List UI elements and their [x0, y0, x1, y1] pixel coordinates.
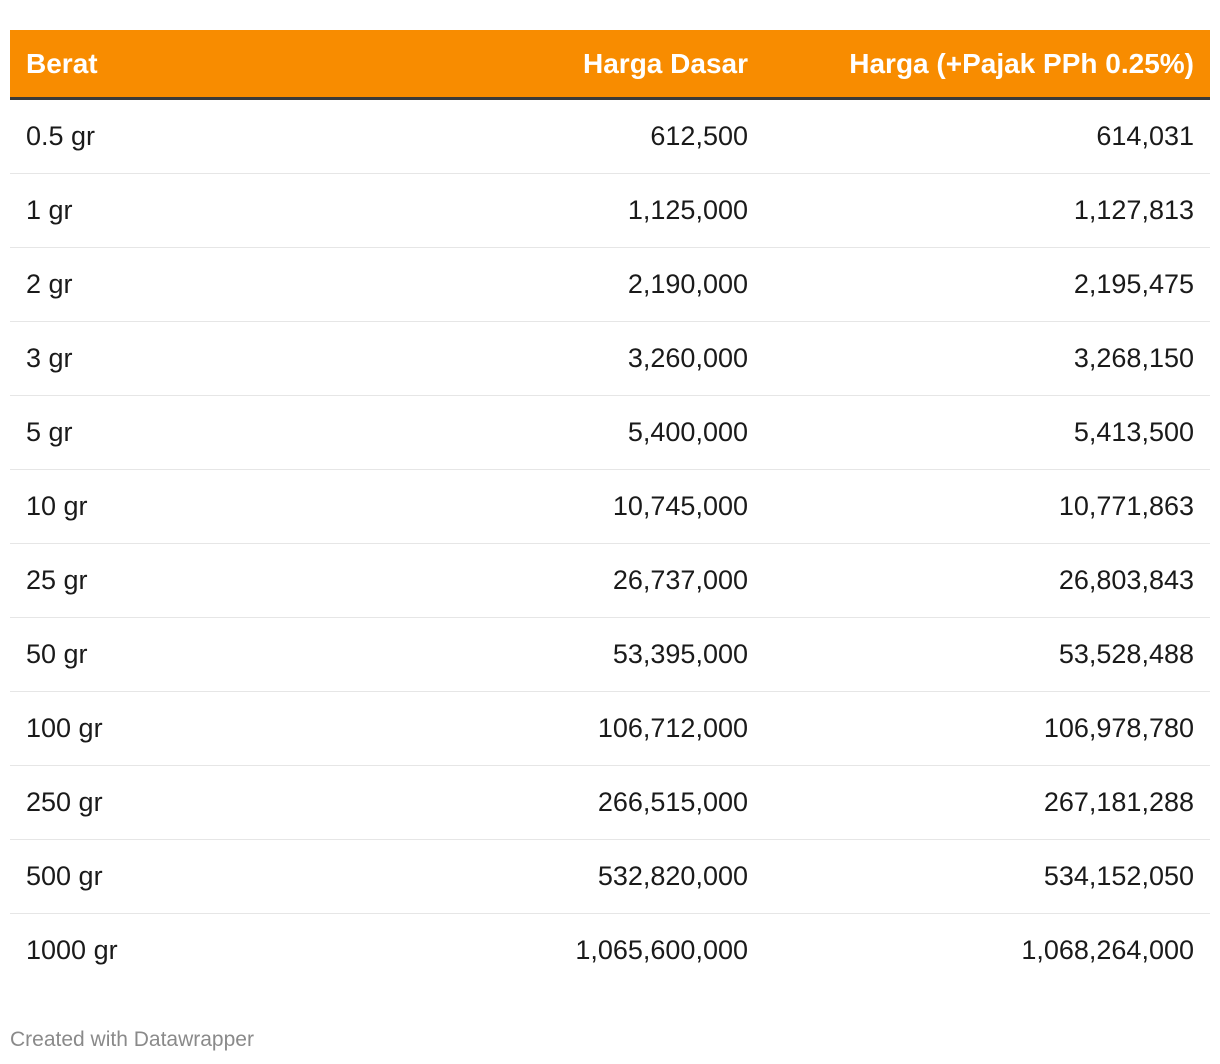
cell-harga-dasar: 26,737,000 [320, 544, 764, 618]
cell-harga-pajak: 26,803,843 [764, 544, 1210, 618]
cell-harga-dasar: 5,400,000 [320, 396, 764, 470]
cell-harga-dasar: 106,712,000 [320, 692, 764, 766]
cell-harga-dasar: 612,500 [320, 99, 764, 174]
table-row [10, 914, 1210, 988]
cell-berat: 1 gr [10, 174, 320, 248]
cell-harga-pajak: 1,068,264,000 [1021, 935, 1194, 965]
cell-berat: 50 gr [10, 618, 320, 692]
cell-harga-pajak: 267,181,288 [764, 766, 1210, 840]
cell-berat: 500 gr [10, 840, 320, 914]
datawrapper-credit[interactable]: Created with Datawrapper [10, 1028, 254, 1051]
cell-harga-pajak: 53,528,488 [764, 618, 1210, 692]
table-row [10, 248, 1210, 322]
cell-berat: 3 gr [10, 322, 320, 396]
table-row [10, 766, 1210, 840]
column-header-harga-dasar[interactable]: Harga Dasar [320, 30, 764, 99]
table-row [10, 692, 1210, 766]
cell-harga-dasar: 2,190,000 [320, 248, 764, 322]
table-row [10, 322, 1210, 396]
cell-berat: 5 gr [10, 396, 320, 470]
cell-berat: 250 gr [10, 766, 320, 840]
cell-harga-dasar: 53,395,000 [320, 618, 764, 692]
cell-berat: 100 gr [10, 692, 320, 766]
cell-harga-dasar: 3,260,000 [320, 322, 764, 396]
cell-harga-dasar: 10,745,000 [320, 470, 764, 544]
price-table [10, 30, 1210, 987]
cell-berat: 2 gr [10, 248, 320, 322]
table-row [10, 470, 1210, 544]
table-row [10, 396, 1210, 470]
cell-berat: 1000 gr [26, 935, 118, 965]
table-row [10, 99, 1210, 174]
table-body [10, 99, 1210, 988]
cell-harga-pajak: 1,127,813 [764, 174, 1210, 248]
table-row [10, 174, 1210, 248]
cell-harga-dasar: 266,515,000 [320, 766, 764, 840]
column-header-harga-pajak[interactable]: Harga (+Pajak PPh 0.25%) [764, 30, 1210, 99]
cell-berat: 10 gr [10, 470, 320, 544]
cell-harga-pajak: 614,031 [764, 99, 1210, 174]
cell-harga-pajak: 10,771,863 [764, 470, 1210, 544]
table-row [10, 840, 1210, 914]
table-row [10, 618, 1210, 692]
price-table-container [10, 30, 1210, 987]
cell-berat: 25 gr [10, 544, 320, 618]
header-row [10, 30, 1210, 99]
column-header-berat[interactable]: Berat [10, 30, 320, 99]
cell-harga-dasar: 532,820,000 [320, 840, 764, 914]
cell-harga-pajak: 5,413,500 [764, 396, 1210, 470]
cell-harga-dasar: 1,065,600,000 [575, 935, 748, 965]
cell-harga-pajak: 534,152,050 [764, 840, 1210, 914]
table-row [10, 544, 1210, 618]
cell-harga-pajak: 106,978,780 [764, 692, 1210, 766]
cell-harga-pajak: 2,195,475 [764, 248, 1210, 322]
cell-berat: 0.5 gr [10, 99, 320, 174]
table-header [10, 30, 1210, 99]
cell-harga-dasar: 1,125,000 [320, 174, 764, 248]
cell-harga-pajak: 3,268,150 [764, 322, 1210, 396]
